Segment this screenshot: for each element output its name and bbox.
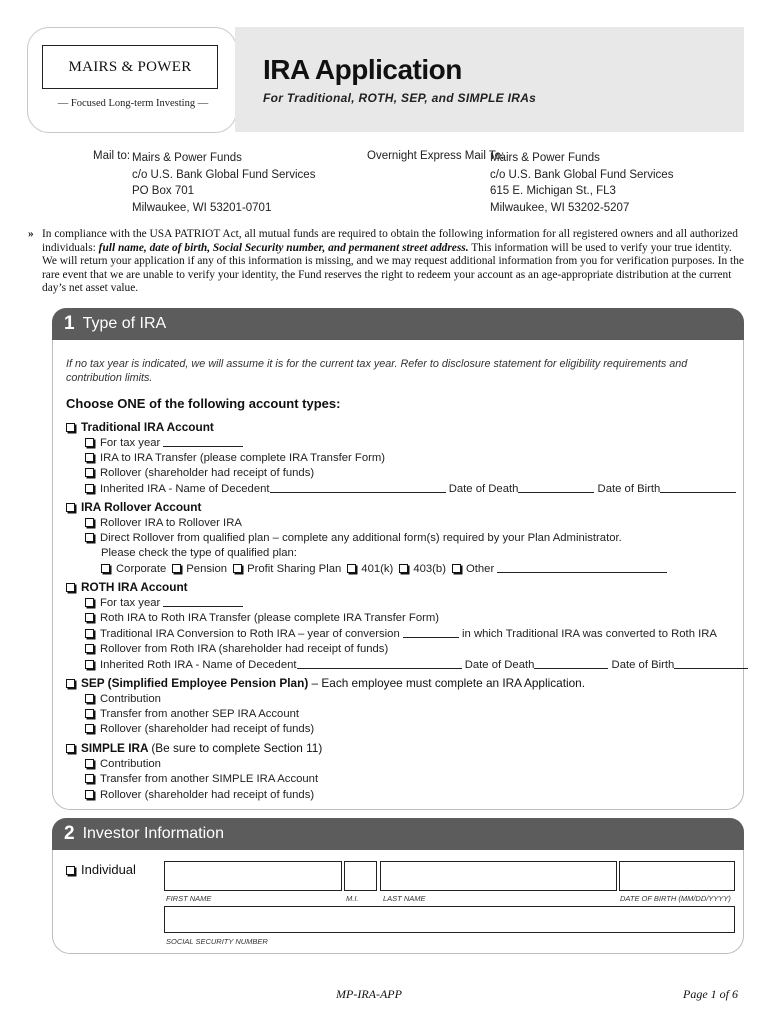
checkbox[interactable] [66,679,75,688]
last-name-field[interactable] [380,861,617,891]
form-code: MP-IRA-APP [336,987,402,1001]
address-line: c/o U.S. Bank Global Fund Services [490,168,674,181]
ssn-label: SOCIAL SECURITY NUMBER [166,937,268,946]
section-number: 1 [64,313,75,334]
checkbox[interactable] [85,660,94,669]
section-title: Investor Information [82,825,224,842]
decedent-name-field[interactable] [297,658,462,669]
checkbox[interactable] [85,629,94,638]
inherited-roth-option[interactable]: Inherited Roth IRA - Name of Decedent Date of Death Date of Birth [85,658,748,673]
sep-ira-option[interactable]: SEP (Simplified Employee Pension Plan) – Each employee must complete an IRA Application. [66,676,585,691]
checkbox[interactable] [101,564,110,573]
date-of-death-field[interactable] [534,658,608,669]
traditional-ira-option[interactable]: Traditional IRA Account [66,420,214,435]
date-of-death-field[interactable] [518,482,594,493]
section-2-header [52,818,744,850]
section-1-header [52,308,744,340]
direct-rollover-option[interactable]: Direct Rollover from qualified plan – complete any additional form(s) required by your Plan Administrator. [85,531,622,546]
page-subtitle: For Traditional, ROTH, SEP, and SIMPLE IRAs [263,91,537,105]
company-logo: MAIRS & POWER [42,45,218,89]
date-of-birth-label: DATE OF BIRTH (MM/DD/YYYY) [620,894,731,903]
checkbox[interactable] [85,694,94,703]
checkbox[interactable] [85,484,94,493]
ira-transfer-option[interactable]: IRA to IRA Transfer (please complete IRA Transfer Form) [85,451,385,466]
inherited-ira-option[interactable]: Inherited IRA - Name of Decedent Date of Death Date of Birth [85,482,736,497]
middle-initial-label: M.I. [346,894,359,903]
page-title: IRA Application [263,54,462,85]
ira-rollover-option[interactable]: IRA Rollover Account [66,500,201,515]
rollover-to-rollover-option[interactable]: Rollover IRA to Rollover IRA [85,516,242,531]
overnight-label: Overnight Express Mail To: [367,150,505,162]
checkbox[interactable] [85,438,94,447]
choose-account-heading: Choose ONE of the following account types: [66,396,341,411]
roth-rollover-option[interactable]: Rollover from Roth IRA (shareholder had receipt of funds) [85,642,388,657]
checkbox[interactable] [85,790,94,799]
simple-contribution-option[interactable]: Contribution [85,757,161,772]
ssn-field[interactable] [164,906,735,933]
checkbox[interactable] [85,468,94,477]
checkbox[interactable] [85,759,94,768]
traditional-tax-year-option[interactable]: For tax year [85,436,243,451]
checkbox[interactable] [85,644,94,653]
sep-transfer-option[interactable]: Transfer from another SEP IRA Account [85,707,299,722]
checkbox[interactable] [85,774,94,783]
roth-conversion-option[interactable]: Traditional IRA Conversion to Roth IRA – year of conversion in which Traditional IRA was converted to Roth IRA [85,627,717,642]
logo-card [27,27,237,133]
middle-initial-field[interactable] [344,861,377,891]
simple-ira-option[interactable]: SIMPLE IRA (Be sure to complete Section 11) [66,741,322,756]
address-line: c/o U.S. Bank Global Fund Services [132,168,316,181]
roth-tax-year-option[interactable]: For tax year [85,596,243,611]
checkbox[interactable] [66,583,75,592]
address-line: Mairs & Power Funds [490,152,600,164]
first-name-label: FIRST NAME [166,894,212,903]
section-number: 2 [64,823,75,844]
tax-year-note: If no tax year is indicated, we will assume it is for the current tax year. Refer to disclosure statement for eligibility requirements and contribution limits. [66,358,688,384]
other-plan-field[interactable] [497,562,667,573]
patriot-act-notice [28,228,744,296]
chevron-right-icon: » [28,228,34,240]
notice-rest: This information will be used to verify your true identity. We will return your application if any of this information is missing, and we may request additional information from you for verification purposes. In the rare event that we are unable to verify your identity, the Fund reserves the right to redeem your account as an age-appropriate distribution at the current day’s net asset value. [42,241,744,295]
mail-to-label: Mail to: [93,150,131,162]
checkbox[interactable] [66,866,75,875]
checkbox[interactable] [85,724,94,733]
checkbox[interactable] [233,564,242,573]
address-line: 615 E. Michigan St., FL3 [490,185,616,197]
checkbox[interactable] [66,503,75,512]
checkbox[interactable] [399,564,408,573]
address-line: Milwaukee, WI 53202-5207 [490,201,630,214]
title-band [235,27,744,132]
checkbox[interactable] [85,533,94,542]
plan-type-options: Corporate Pension Profit Sharing Plan 401(k) 403(b) Other [101,562,667,577]
last-name-label: LAST NAME [383,894,426,903]
individual-option[interactable]: Individual [66,862,136,877]
plan-type-instruction: Please check the type of qualified plan: [101,547,297,559]
tax-year-field[interactable] [163,436,243,447]
checkbox[interactable] [66,744,75,753]
date-of-birth-field[interactable] [660,482,736,493]
roth-ira-option[interactable]: ROTH IRA Account [66,580,188,595]
tax-year-field[interactable] [163,596,243,607]
overnight-address [490,150,673,216]
mail-to-address [132,150,315,216]
section-title: Type of IRA [82,315,167,332]
page-number: Page 1 of 6 [683,987,738,1001]
checkbox[interactable] [452,564,461,573]
address-line: Milwaukee, WI 53201-0701 [132,201,272,214]
checkbox[interactable] [85,598,94,607]
checkbox[interactable] [172,564,181,573]
simple-rollover-option[interactable]: Rollover (shareholder had receipt of funds) [85,788,314,803]
decedent-name-field[interactable] [270,482,446,493]
date-of-birth-field[interactable] [674,658,748,669]
checkbox[interactable] [85,518,94,527]
date-of-birth-field[interactable] [619,861,735,891]
notice-lead: In compliance with the USA PATRIOT Act, all mutual funds are required to obtain the following information for all registered owners and all authorized individuals: [42,228,738,254]
checkbox[interactable] [85,613,94,622]
checkbox[interactable] [85,453,94,462]
checkbox[interactable] [347,564,356,573]
notice-emphasis: full name, date of birth, Social Security number, and permanent street address. [98,241,469,254]
first-name-field[interactable] [164,861,342,891]
checkbox[interactable] [66,423,75,432]
address-line: Mairs & Power Funds [132,152,242,164]
traditional-rollover-option[interactable]: Rollover (shareholder had receipt of funds) [85,466,314,481]
logo-tagline: — Focused Long-term Investing — [57,98,209,109]
sep-contribution-option[interactable]: Contribution [85,692,161,707]
address-line: PO Box 701 [132,185,195,197]
roth-transfer-option[interactable]: Roth IRA to Roth IRA Transfer (please complete IRA Transfer Form) [85,611,439,626]
conversion-year-field[interactable] [403,627,459,638]
checkbox[interactable] [85,709,94,718]
simple-transfer-option[interactable]: Transfer from another SIMPLE IRA Account [85,772,318,787]
sep-rollover-option[interactable]: Rollover (shareholder had receipt of funds) [85,722,314,737]
